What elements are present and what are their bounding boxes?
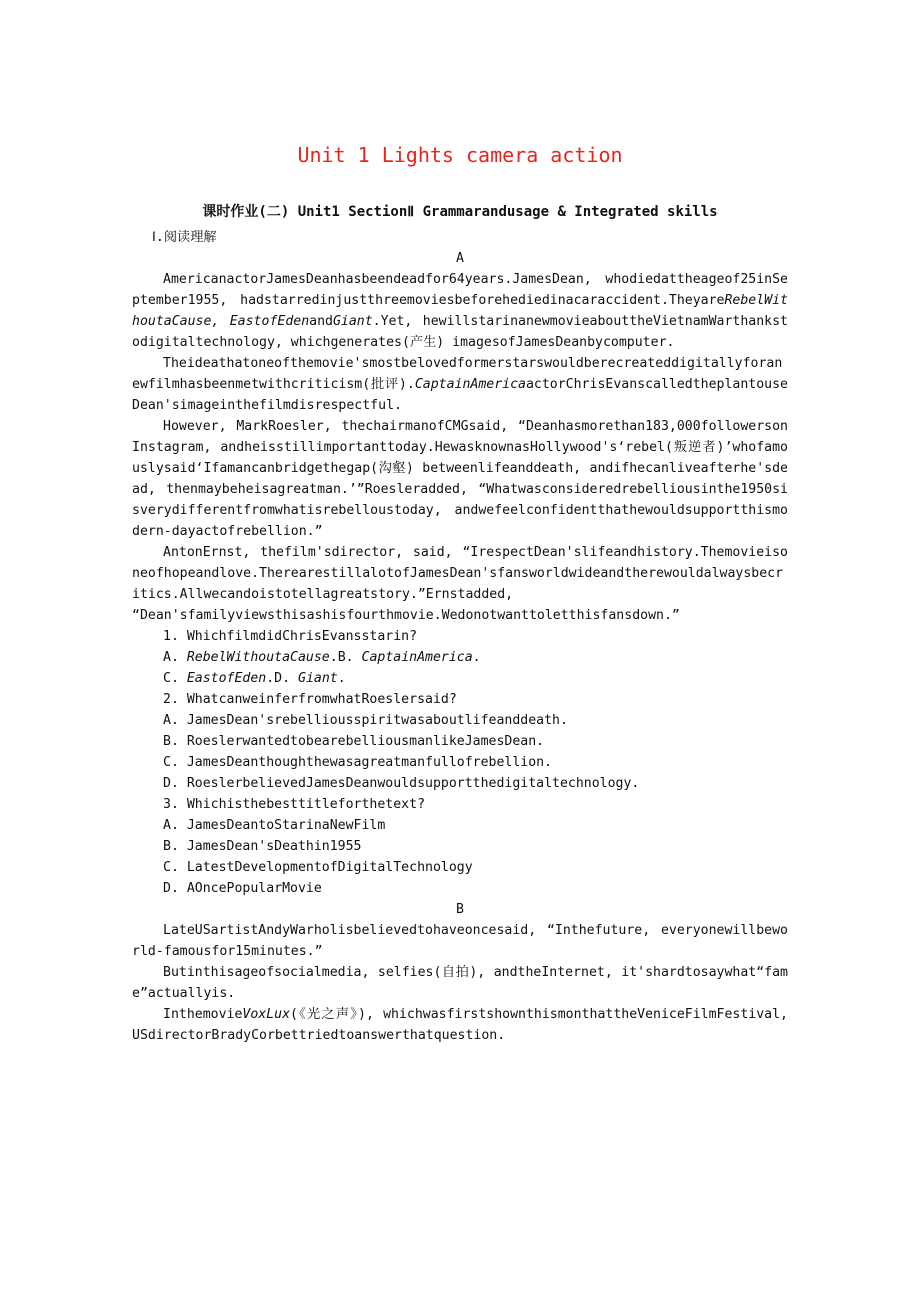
passage-a-paragraph-2 (132, 353, 788, 416)
passage-b-paragraph-3 (132, 1004, 788, 1046)
passage-b-paragraph-2: Butinthisageofsocialmedia, selfies(自拍), andtheInternet, it'shardtosaywhat“fame”actuallyis. (132, 965, 788, 1001)
text-span: . (472, 650, 481, 665)
passage-a-paragraph-5: “Dean'sfamilyviewsthisashisfourthmovie.Wedonotwanttoletthisfansdown.” (132, 608, 680, 623)
option-b-prefix: .B. (329, 650, 362, 665)
question-2-option-a: A. JamesDean'srebelliousspiritwasaboutlifeanddeath. (163, 713, 568, 728)
text-span: .Yet, hewillstarinanewmovieabouttheVietnamWarthankstodigitaltechnology, whichgenerates(产生) imagesofJamesDeanbycomputer. (132, 314, 788, 350)
text-span: Theideathatoneofthemovie'smostbelovedformerstarswouldberecreateddigitallyforanewfilmhasbeenmetwithcriticism(批评). (132, 356, 783, 392)
question-2-option-c: C. JamesDeanthoughthewasagreatmanfullofrebellion. (163, 755, 553, 770)
text-span: (《光之声》), whichwasfirstshownthismonthattheVeniceFilmFestival, USdirectorBradyCorbettriedtoanswerthatquestion. (132, 1007, 788, 1043)
option-d: Giant (298, 671, 338, 686)
question-2-option-d: D. RoeslerbelievedJamesDeanwouldsupportthedigitaltechnology. (163, 776, 640, 791)
question-3-stem: 3. Whichisthebesttitleforthetext? (163, 797, 426, 812)
text-span: and (309, 314, 333, 329)
question-3-option-c: C. LatestDevelopmentofDigitalTechnology (163, 860, 473, 875)
movie-title: Giant (332, 314, 373, 329)
question-1-options-ab (132, 647, 788, 668)
question-3-option-d: D. AOncePopularMovie (163, 881, 322, 896)
passage-a-paragraph-1 (132, 269, 788, 353)
question-3-option-b: B. JamesDean'sDeathin1955 (163, 839, 362, 854)
question-2-option-b: B. RoeslerwantedtobearebelliousmanlikeJamesDean. (163, 734, 545, 749)
document-body (132, 227, 788, 1046)
option-d-prefix: .D. (266, 671, 298, 686)
option-a-prefix: A. (163, 650, 187, 665)
question-2-stem: 2. WhatcanweinferfromwhatRoeslersaid? (163, 692, 457, 707)
option-c-prefix: C. (163, 671, 187, 686)
option-c: EastofEden (186, 671, 267, 686)
text-span: . (337, 671, 346, 686)
movie-title: VoxLux (242, 1007, 291, 1022)
text-span: actorChrisEvanscalledtheplantouseDean'simageinthefilmdisrespectful. (132, 377, 788, 413)
question-3-option-a: A. JamesDeantoStarinaNewFilm (163, 818, 386, 833)
passage-a-paragraph-4: AntonErnst, thefilm'sdirector, said, “IrespectDean'slifeandhistory.Themovieisoneofhopeandlove.TherearestillalotofJamesDean'sfansworldwideandtherewouldalwaysbecritics.Allwecandoistotellagreatstory.”Ernstadded, (132, 545, 788, 602)
passage-b-paragraph-1: LateUSartistAndyWarholisbelievedtohaveoncesaid, “Inthefuture, everyonewillbeworld-famousfor15minutes.” (132, 923, 788, 959)
passage-a-label: A (456, 251, 464, 266)
text-span: AmericanactorJamesDeanhasbeendeadfor64years.JamesDean, whodiedattheageof25inSeptember1955, hadstarredinjustthreemoviesbeforehediedinacaraccident.Theyare (132, 272, 788, 308)
option-a: RebelWithoutaCause (186, 650, 330, 665)
movie-title: CaptainAmerica (414, 377, 526, 392)
page-title: Unit 1 Lights camera action (297, 143, 623, 167)
section-heading: Ⅰ.阅读理解 (152, 230, 217, 245)
movie-title: RebelWithoutaCause, EastofEden (132, 293, 788, 329)
option-b: CaptainAmerica (361, 650, 473, 665)
question-1-stem: 1. WhichfilmdidChrisEvansstarin? (163, 629, 418, 644)
passage-a-paragraph-3: However, MarkRoesler, thechairmanofCMGsaid, “Deanhasmorethan183,000followersonInstagram, andheisstillimportanttoday.HewasknownasHollywood's‘rebel(叛逆者)’whofamouslysaid‘Ifamancanbridgethegap(沟壑) betweenlifeanddeath, andifhecanliveafterhe'sdead, thenmaybeheisagreatman.’”Roesleradded, “Whatwasconsideredrebelliousinthe1950sisverydifferentfromwhatisrebelloustoday, andwefeelconfidentthathewouldsupportthismodern-dayactofrebellion.” (132, 419, 788, 539)
passage-b-label: B (456, 902, 464, 917)
question-1-options-cd (132, 668, 788, 689)
page-subtitle: 课时作业(二) Unit1 SectionⅡ Grammarandusage & Integrated skills (202, 204, 718, 220)
text-span: Inthemovie (163, 1007, 243, 1022)
